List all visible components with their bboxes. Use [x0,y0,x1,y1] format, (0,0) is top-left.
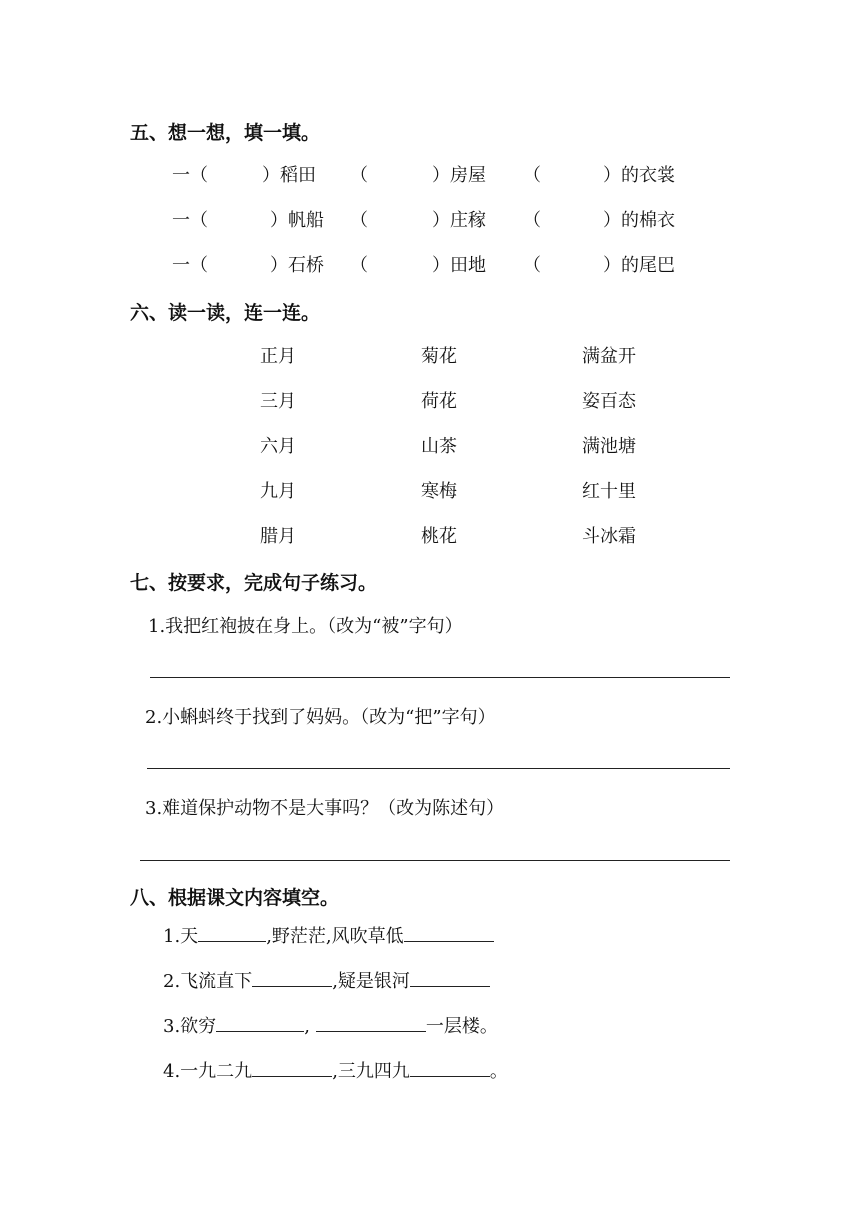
month-item[interactable]: 腊月 [260,526,296,547]
fill-row2-col2-open: （ [350,210,368,231]
fill-row2-col3-word: ）的棉衣 [603,210,675,231]
section6-heading: 六、读一读，连一连。 [130,302,321,324]
sentence-prompt-3: 3.难道保护动物不是大事吗？（改为陈述句） [145,798,505,819]
flower-item[interactable]: 寒梅 [421,481,457,502]
flower-item[interactable]: 山茶 [421,436,457,457]
month-item[interactable]: 六月 [260,436,296,457]
fill-row1-col1-word: ）稻田 [262,165,316,186]
blank[interactable] [316,1013,426,1032]
answer-line-1[interactable] [150,677,730,678]
fill-row2-col3-open: （ [523,210,541,231]
answer-line-2[interactable] [147,768,730,769]
blank[interactable] [410,1058,490,1077]
section8-heading: 八、根据课文内容填空。 [130,887,340,909]
recite-4-start: 4.一九二九 [163,1061,253,1082]
fill-row1-col2-open: （ [350,165,368,186]
sentence-prompt-1: 1.我把红袍披在身上。（改为“被”字句） [148,616,463,637]
recite-2-middle: ,疑是银河 [332,971,410,992]
fill-row3-col3-open: （ [523,255,541,276]
phrase-item[interactable]: 满池塘 [582,436,636,457]
fill-row2-col1-word: ）帆船 [270,210,324,231]
recite-3-middle: , [304,1016,310,1037]
blank[interactable] [404,923,494,942]
blank[interactable] [198,923,266,942]
sentence-prompt-2: 2.小蝌蚪终于找到了妈妈。（改为“把”字句） [145,707,496,728]
recite-1-middle: ,野茫茫,风吹草低 [266,926,404,947]
section7-heading: 七、按要求，完成句子练习。 [130,572,378,594]
recite-3-start: 3.欲穷 [163,1016,217,1037]
recite-line-1 [163,922,494,948]
month-item[interactable]: 九月 [260,481,296,502]
fill-row1-col2-word: ）房屋 [432,165,486,186]
month-item[interactable]: 正月 [260,346,296,367]
blank[interactable] [216,1013,304,1032]
phrase-item[interactable]: 满盆开 [582,346,636,367]
fill-row3-col2-word: ）田地 [432,255,486,276]
blank[interactable] [410,968,490,987]
month-item[interactable]: 三月 [260,391,296,412]
answer-line-3[interactable] [140,860,730,861]
section5-heading: 五、想一想，填一填。 [130,122,321,144]
recite-1-start: 1.天 [163,926,199,947]
flower-item[interactable]: 菊花 [421,346,457,367]
fill-row3-col2-open: （ [350,255,368,276]
recite-line-3 [163,1012,498,1038]
phrase-item[interactable]: 姿百态 [582,391,636,412]
flower-item[interactable]: 桃花 [421,526,457,547]
recite-line-4 [163,1057,508,1083]
recite-3-end: 一层楼。 [425,1016,498,1037]
fill-row3-col3-word: ）的尾巴 [603,255,675,276]
phrase-item[interactable]: 斗冰霜 [582,526,636,547]
fill-row3-col1-word: ）石桥 [270,255,324,276]
blank[interactable] [252,1058,332,1077]
fill-row2-col1-open: 一（ [172,210,208,231]
fill-row3-col1-open: 一（ [172,255,208,276]
phrase-item[interactable]: 红十里 [582,481,636,502]
recite-2-start: 2.飞流直下 [163,971,253,992]
fill-row1-col3-open: （ [523,165,541,186]
fill-row1-col1-open: 一（ [172,165,208,186]
flower-item[interactable]: 荷花 [421,391,457,412]
recite-4-middle: ,三九四九 [332,1061,410,1082]
fill-row2-col2-word: ）庄稼 [432,210,486,231]
blank[interactable] [252,968,332,987]
fill-row1-col3-word: ）的衣裳 [603,165,675,186]
recite-4-end: 。 [489,1061,508,1082]
recite-line-2 [163,967,490,993]
